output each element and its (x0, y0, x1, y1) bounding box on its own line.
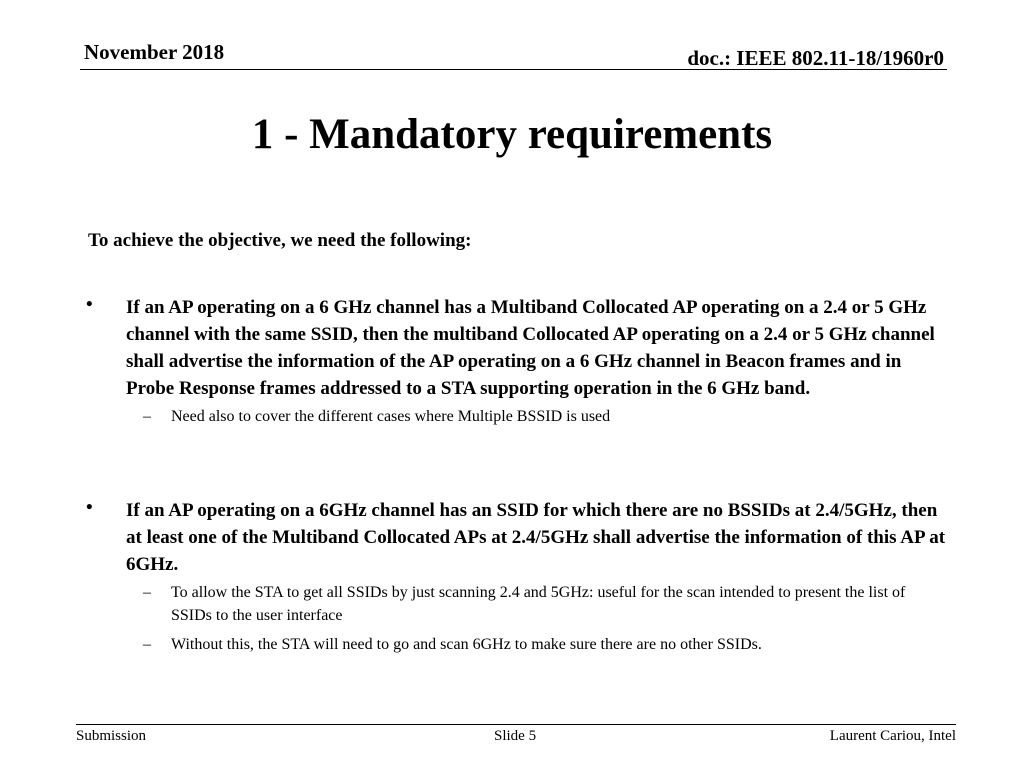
slide-title: 1 - Mandatory requirements (251, 111, 773, 158)
footer-submission: Submission (76, 728, 147, 744)
dash-marker: – (143, 636, 151, 653)
bullet-text: If an AP operating on a 6 GHz channel has a Multiband Collocated AP operating on a 2.4 or 5 GHz channel with the same SSID, then the multiband Collocated AP operating on a 2.4 or 5 GHz channel shall advertise the information of the AP operating on a 6 GHz channel in Beacon frames and in Probe Response frames addressed to a STA supporting operation in the 6 GHz band. (126, 297, 935, 399)
bullet-marker: • (86, 294, 93, 315)
footer-divider (76, 724, 956, 725)
footer-author: Laurent Cariou, Intel (829, 728, 956, 744)
sub-bullet-list (126, 581, 946, 656)
dash-marker: – (143, 584, 151, 601)
footer-slide-number: Slide 5 (494, 728, 537, 744)
header-doc-id: doc.: IEEE 802.11-18/1960r0 (687, 46, 944, 70)
sub-bullet-item (126, 405, 946, 428)
sub-bullet-list (126, 405, 946, 428)
sub-bullet-text: To allow the STA to get all SSIDs by just scanning 2.4 and 5GHz: useful for the scan intended to present the list of SSIDs to the user interface (171, 584, 906, 624)
intro-text: To achieve the objective, we need the following: (88, 230, 472, 251)
header-date: November 2018 (84, 40, 225, 64)
dash-marker: – (143, 408, 151, 425)
sub-bullet-item (126, 581, 946, 627)
sub-bullet-text: Without this, the STA will need to go and scan 6GHz to make sure there are no other SSIDs. (171, 636, 762, 653)
bullet-text: If an AP operating on a 6GHz channel has an SSID for which there are no BSSIDs at 2.4/5GHz, then at least one of the Multiband Collocated APs at 2.4/5GHz shall advertise the information of this AP at 6GHz. (126, 500, 946, 575)
bullet-item (86, 294, 946, 428)
sub-bullet-text: Need also to cover the different cases where Multiple BSSID is used (171, 408, 611, 425)
header-divider (80, 69, 947, 70)
bullet-item (86, 497, 946, 656)
bullet-marker: • (86, 497, 93, 518)
sub-bullet-item (126, 633, 946, 656)
